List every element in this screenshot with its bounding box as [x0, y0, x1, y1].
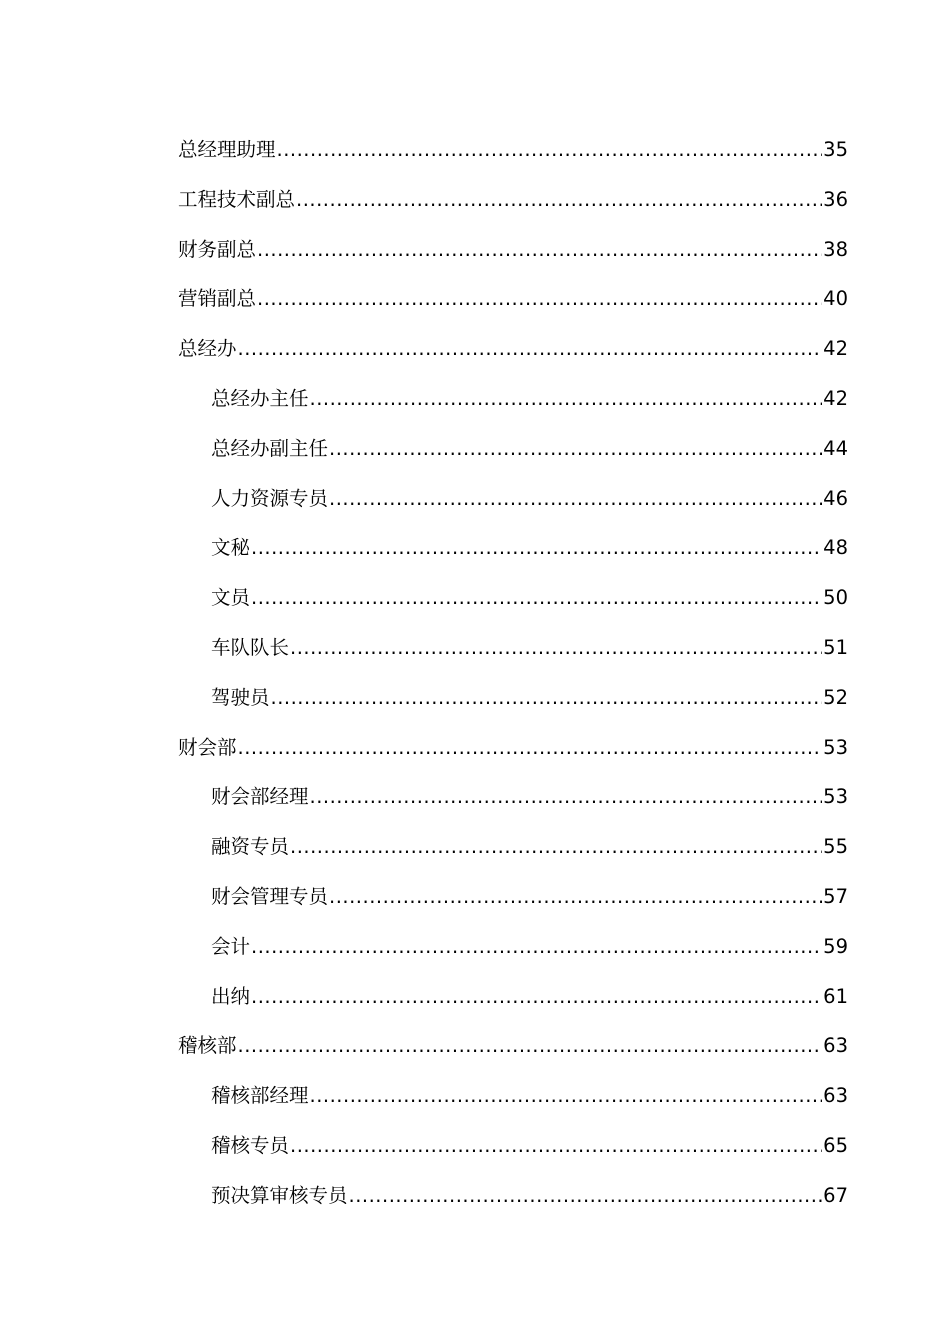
toc-page-number: 35: [823, 138, 848, 161]
toc-entry[interactable]: [178, 1130, 848, 1180]
toc-entry[interactable]: [178, 383, 848, 433]
toc-page-number: 63: [823, 1084, 848, 1108]
toc-page-number: 40: [823, 287, 848, 311]
toc-entry-title: 文员: [211, 586, 251, 610]
toc-entry-title: 人力资源专员: [211, 486, 329, 510]
toc-dot-leader: [238, 333, 823, 365]
toc-dot-leader: [290, 1130, 822, 1162]
toc-entry[interactable]: [178, 931, 848, 981]
toc-dot-leader: [290, 632, 822, 664]
toc-entry[interactable]: [178, 582, 848, 632]
toc-entry-title: 稽核部经理: [211, 1084, 309, 1108]
toc-dot-leader: [251, 981, 822, 1013]
toc-page-number: 50: [823, 586, 848, 610]
toc-dot-leader: [257, 234, 822, 266]
toc-entry[interactable]: [178, 184, 848, 234]
toc-entry-title: 车队队长: [211, 635, 290, 659]
toc-page-number: 51: [823, 635, 848, 659]
toc-entry-title: 总经理助理: [178, 138, 276, 161]
toc-entry[interactable]: [178, 831, 848, 881]
toc-entry[interactable]: [178, 881, 848, 931]
toc-page-number: 38: [823, 237, 848, 261]
toc-entry-title: 财会管理专员: [211, 884, 329, 908]
toc-dot-leader: [271, 682, 823, 714]
toc-entry[interactable]: [178, 781, 848, 831]
toc-entry-title: 营销副总: [178, 287, 257, 311]
toc-page-number: 42: [823, 337, 848, 361]
toc-entry-title: 融资专员: [211, 835, 290, 859]
toc-entry[interactable]: [178, 283, 848, 333]
toc-dot-leader: [310, 781, 823, 813]
toc-entry-title: 稽核部: [178, 1034, 237, 1058]
toc-page-number: 36: [823, 187, 848, 211]
toc-entry-title: 工程技术副总: [178, 187, 296, 211]
toc-entry-title: 总经办主任: [211, 386, 309, 410]
toc-entry-title: 预决算审核专员: [211, 1183, 348, 1207]
toc-entry[interactable]: [178, 1030, 848, 1080]
toc-entry[interactable]: [178, 333, 848, 383]
toc-entry[interactable]: [178, 134, 848, 184]
toc-entry[interactable]: [178, 1180, 848, 1230]
toc-dot-leader: [349, 1180, 823, 1212]
toc-entry-title: 驾驶员: [211, 685, 270, 709]
toc-dot-leader: [329, 881, 822, 913]
toc-page-number: 57: [823, 884, 848, 908]
toc-entry[interactable]: [178, 234, 848, 284]
toc-dot-leader: [251, 931, 822, 963]
toc-page-number: 52: [823, 685, 848, 709]
toc-dot-leader: [238, 732, 823, 764]
toc-entry-title: 会计: [211, 934, 251, 958]
toc-entry[interactable]: [178, 1080, 848, 1130]
toc-page-number: 53: [823, 785, 848, 809]
toc-dot-leader: [251, 582, 822, 614]
toc-entry[interactable]: [178, 682, 848, 732]
toc-page-number: 67: [823, 1183, 848, 1207]
toc-dot-leader: [329, 483, 822, 515]
toc-page-number: 59: [823, 934, 848, 958]
toc-dot-leader: [329, 433, 822, 465]
toc-entry-title: 财会部: [178, 735, 237, 759]
toc-page-number: 48: [823, 536, 848, 560]
toc-dot-leader: [238, 1030, 823, 1062]
toc-page-number: 61: [823, 984, 848, 1008]
toc-entry-title: 总经办: [178, 337, 237, 361]
toc-page-number: 53: [823, 735, 848, 759]
toc-page-number: 44: [823, 436, 848, 460]
toc-page-number: 46: [823, 486, 848, 510]
toc-page-number: 65: [823, 1133, 848, 1157]
toc-entry[interactable]: [178, 532, 848, 582]
toc-page-number: 55: [823, 835, 848, 859]
toc-page-number: 63: [823, 1034, 848, 1058]
toc-dot-leader: [257, 283, 822, 315]
toc-dot-leader: [310, 383, 823, 415]
toc-entry-title: 财会部经理: [211, 785, 309, 809]
toc-page-number: 42: [823, 386, 848, 410]
toc-entry-title: 出纳: [211, 984, 251, 1008]
toc-entry[interactable]: [178, 732, 848, 782]
toc-entry-title: 文秘: [211, 536, 251, 560]
toc-entry-title: 财务副总: [178, 237, 257, 261]
table-of-contents: [178, 134, 848, 1230]
toc-entry[interactable]: [178, 981, 848, 1031]
toc-dot-leader: [277, 134, 823, 166]
toc-dot-leader: [296, 184, 822, 216]
toc-entry[interactable]: [178, 632, 848, 682]
toc-entry-title: 总经办副主任: [211, 436, 329, 460]
toc-dot-leader: [290, 831, 822, 863]
toc-entry[interactable]: [178, 433, 848, 483]
toc-dot-leader: [310, 1080, 823, 1112]
toc-dot-leader: [251, 532, 822, 564]
toc-entry-title: 稽核专员: [211, 1133, 290, 1157]
toc-entry[interactable]: [178, 483, 848, 533]
